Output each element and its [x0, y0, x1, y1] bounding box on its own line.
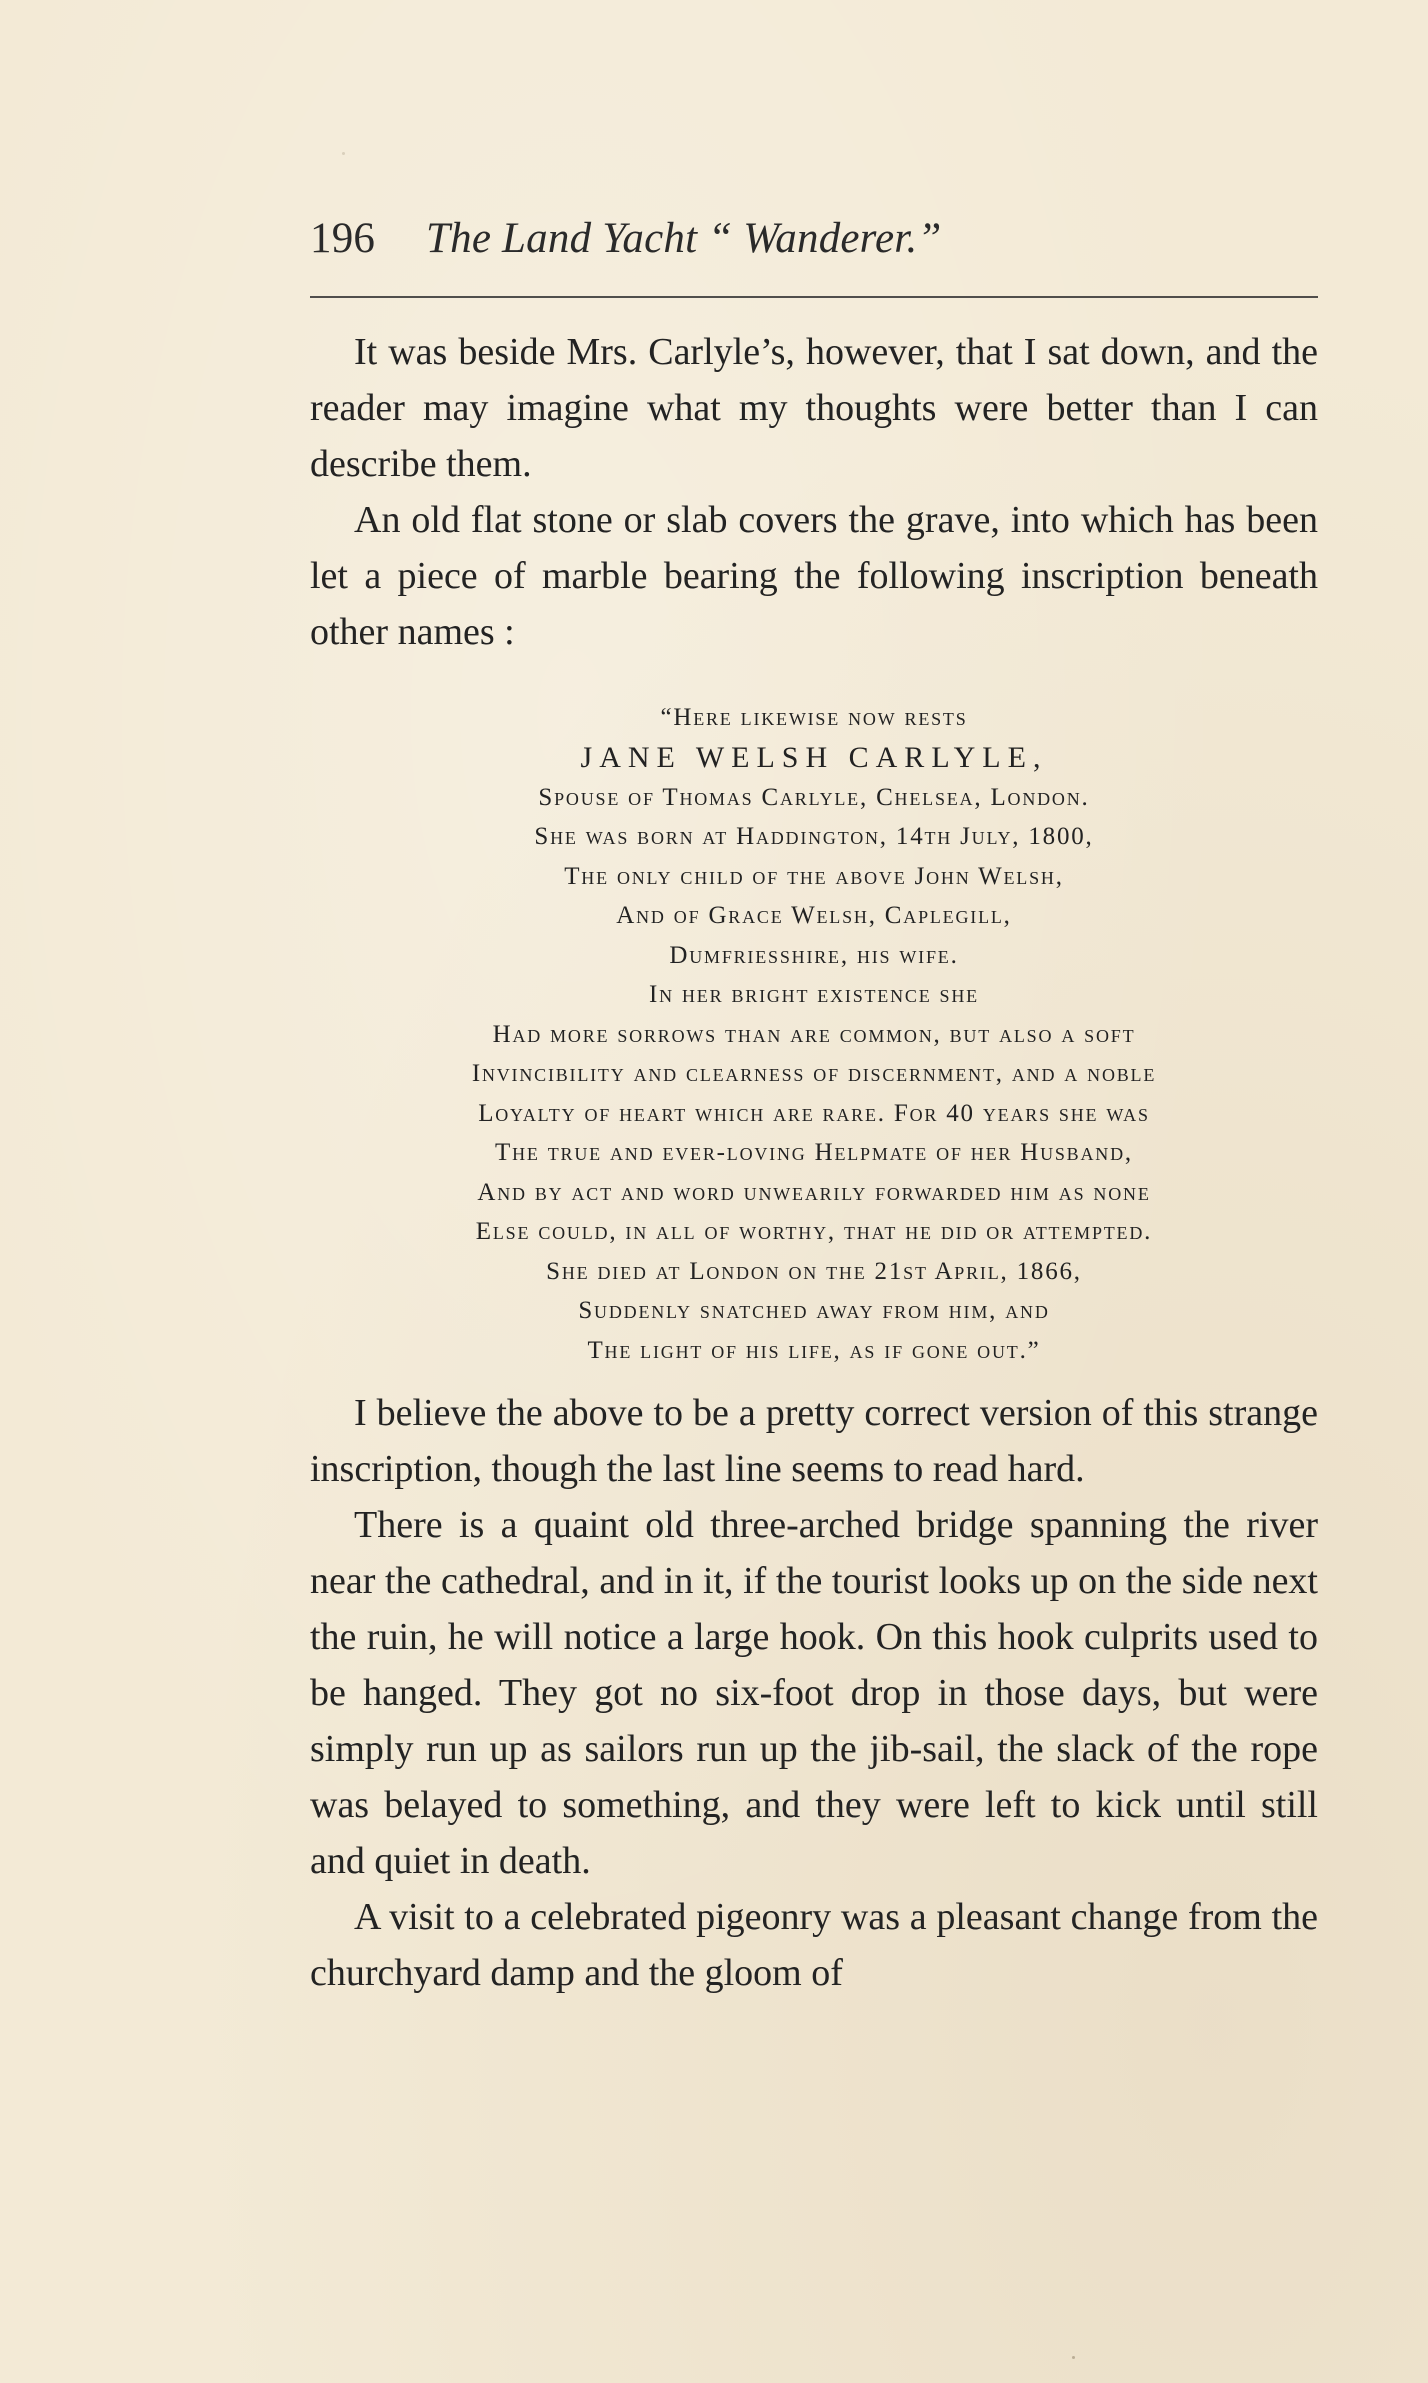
inscription-line: Spouse of Thomas Carlyle, Chelsea, London.	[538, 783, 1090, 811]
running-title: The Land Yacht “ Wanderer.”	[426, 215, 942, 262]
inscription-line: “Here likewise now rests	[660, 704, 968, 731]
grave-inscription	[300, 698, 1328, 1370]
inscription-name-line: JANE WELSH CARLYLE,	[580, 740, 1048, 774]
inscription-line: The true and ever-loving Helpmate of her Husband,	[495, 1139, 1133, 1166]
body-text-upper	[310, 324, 1318, 660]
inscription-line: She died at London on the 21st April, 1866,	[546, 1257, 1082, 1285]
paragraph: A visit to a celebrated pigeonry was a pleasant change from the churchyard damp and the gloom of	[310, 1896, 1318, 1994]
paragraph: There is a quaint old three-arched bridge spanning the river near the cathedral, and in it, if the tourist looks up on the side next the ruin, he will notice a large hook. On this hook culprits used to be hanged. They got no six-foot drop in those days, but were simply run up as sailors run up the jib-sail, the slack of the rope was belayed to something, and they were left to kick until still and quiet in death.	[310, 1504, 1318, 1882]
paragraph: I believe the above to be a pretty correct version of this strange inscription, though the last line seems to read hard.	[310, 1392, 1318, 1490]
inscription-line: The only child of the above John Welsh,	[564, 862, 1064, 890]
running-head	[310, 214, 1320, 274]
paper-speck	[342, 152, 345, 155]
page-number: 196	[310, 215, 376, 262]
inscription-line: Had more sorrows than are common, but also a soft	[492, 1020, 1136, 1048]
paragraph: It was beside Mrs. Carlyle’s, however, that I sat down, and the reader may imagine what my thoughts were better than I can describe them.	[310, 331, 1318, 485]
inscription-line: Else could, in all of worthy, that he did or attempted.	[475, 1218, 1153, 1245]
header-rule	[310, 296, 1318, 298]
inscription-line: And by act and word unwearily forwarded him as none	[477, 1178, 1151, 1206]
inscription-line: Invincibility and clearness of discernment, and a noble	[471, 1060, 1157, 1087]
inscription-line: Loyalty of heart which are rare. For 40 years she was	[478, 1099, 1150, 1127]
body-text-lower	[310, 1385, 1318, 2001]
inscription-line: Dumfriesshire, his wife.	[669, 941, 959, 969]
inscription-line: She was born at Haddington, 14th July, 1800,	[534, 823, 1094, 850]
inscription-line: The light of his life, as if gone out.”	[587, 1336, 1041, 1364]
inscription-line: Suddenly snatched away from him, and	[578, 1297, 1050, 1324]
paragraph: An old flat stone or slab covers the grave, into which has been let a piece of marble bearing the following inscription beneath other names :	[310, 499, 1318, 653]
inscription-line: In her bright existence she	[649, 981, 979, 1008]
inscription-line: And of Grace Welsh, Caplegill,	[616, 902, 1012, 929]
paper-speck	[1072, 2356, 1075, 2359]
